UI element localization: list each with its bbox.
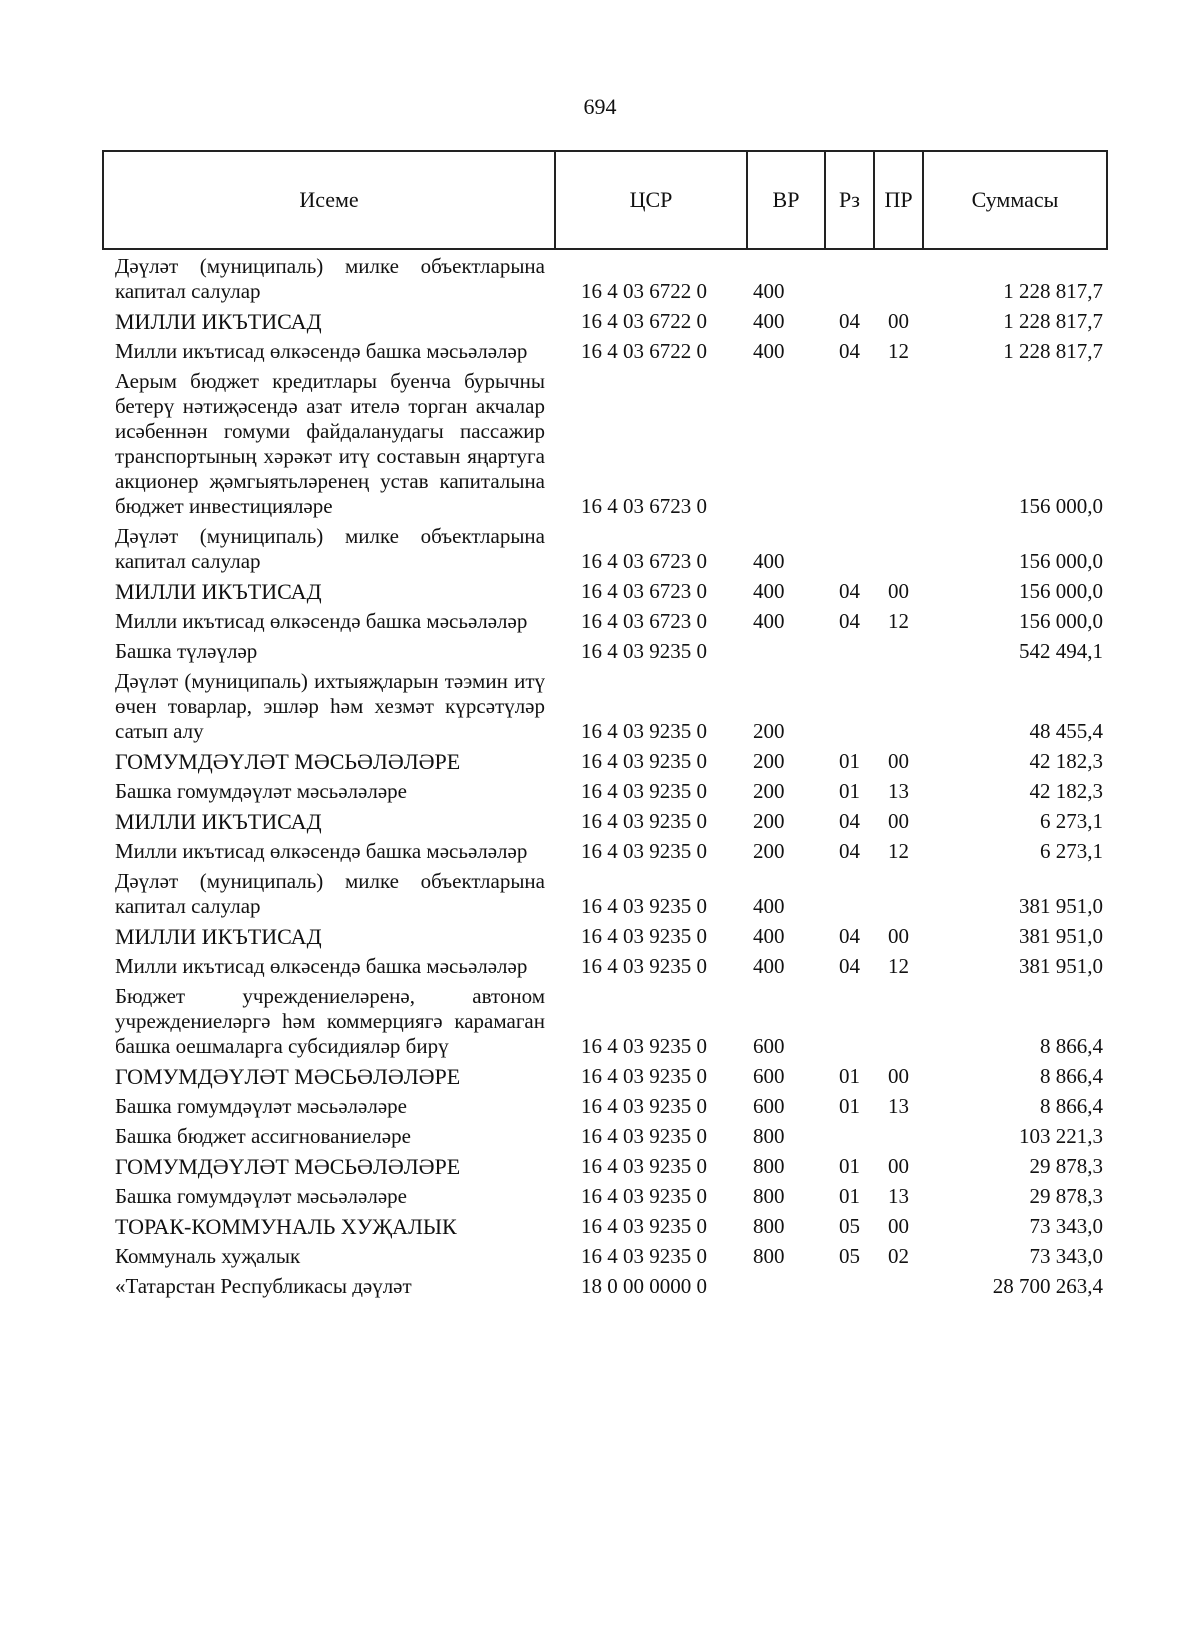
cell-vr: 400 — [753, 954, 785, 978]
table-row — [103, 1212, 1107, 1242]
cell-pr: 12 — [888, 954, 909, 978]
budget-table — [102, 150, 1108, 1302]
cell-rz: 01 — [839, 1154, 860, 1178]
cell-vr — [747, 637, 825, 667]
cell-pr — [874, 667, 923, 747]
cell-sum: 156 000,0 — [1019, 494, 1103, 518]
cell-rz — [825, 367, 874, 522]
cell-pr — [874, 249, 923, 307]
cell-pr — [874, 1272, 923, 1302]
cell-name: Милли икътисад өлкәсендә башка мәсьәләләр — [115, 954, 528, 978]
cell-sum: 8 866,4 — [1040, 1094, 1103, 1118]
cell-rz: 01 — [839, 1064, 860, 1088]
table-row — [103, 607, 1107, 637]
cell-csr: 16 4 03 6722 0 — [581, 309, 707, 333]
cell-name: Дәүләт (муниципаль) милке объектларына капитал салулар — [115, 869, 545, 918]
cell-vr: 600 — [753, 1064, 785, 1088]
table-row — [103, 577, 1107, 607]
cell-sum: 6 273,1 — [1040, 809, 1103, 833]
cell-name: Башка бюджет ассигнованиеләре — [115, 1124, 411, 1148]
cell-vr: 400 — [753, 309, 785, 333]
table-row — [103, 307, 1107, 337]
cell-sum: 156 000,0 — [1019, 579, 1103, 603]
cell-pr: 13 — [888, 1184, 909, 1208]
cell-pr: 00 — [888, 579, 909, 603]
cell-pr — [874, 637, 923, 667]
cell-vr: 400 — [753, 339, 785, 363]
cell-rz: 05 — [839, 1244, 860, 1268]
table-row — [103, 367, 1107, 522]
table-row — [103, 747, 1107, 777]
cell-sum: 103 221,3 — [1019, 1124, 1103, 1148]
cell-vr: 800 — [753, 1124, 785, 1148]
cell-name: Коммуналь хуҗалык — [115, 1244, 301, 1268]
cell-pr: 12 — [888, 609, 909, 633]
cell-vr: 400 — [753, 894, 785, 918]
cell-pr — [874, 367, 923, 522]
cell-rz: 04 — [839, 839, 860, 863]
table-row — [103, 1272, 1107, 1302]
cell-rz: 04 — [839, 309, 860, 333]
table-row — [103, 777, 1107, 807]
cell-sum: 48 455,4 — [1029, 719, 1103, 743]
cell-rz — [825, 522, 874, 577]
cell-name: МИЛЛИ ИКЪТИСАД — [115, 579, 322, 604]
cell-sum: 156 000,0 — [1019, 609, 1103, 633]
table-row — [103, 637, 1107, 667]
cell-pr — [874, 1122, 923, 1152]
cell-vr: 800 — [753, 1154, 785, 1178]
cell-pr: 02 — [888, 1244, 909, 1268]
cell-csr: 16 4 03 9235 0 — [581, 749, 707, 773]
cell-sum: 28 700 263,4 — [992, 1274, 1103, 1298]
cell-rz: 05 — [839, 1214, 860, 1238]
cell-pr: 00 — [888, 1214, 909, 1238]
cell-rz — [825, 982, 874, 1062]
cell-name: Дәүләт (муниципаль) милке объектларына капитал салулар — [115, 254, 545, 303]
cell-vr: 400 — [753, 579, 785, 603]
cell-csr: 16 4 03 6722 0 — [581, 279, 707, 303]
cell-pr: 00 — [888, 1154, 909, 1178]
table-row — [103, 922, 1107, 952]
cell-vr: 600 — [753, 1034, 785, 1058]
table-row — [103, 1182, 1107, 1212]
table-header — [103, 151, 1107, 249]
cell-name: МИЛЛИ ИКЪТИСАД — [115, 924, 322, 949]
cell-vr: 200 — [753, 779, 785, 803]
cell-rz: 01 — [839, 1094, 860, 1118]
column-header-rz: Рз — [825, 151, 874, 249]
cell-name: ГОМУМДӘҮЛӘТ МӘСЬӘЛӘЛӘРЕ — [115, 1154, 461, 1179]
cell-name: Башка түләүләр — [115, 639, 258, 663]
cell-name: Дәүләт (муниципаль) милке объектларына капитал салулар — [115, 524, 545, 573]
table-row — [103, 867, 1107, 922]
cell-name: Башка гомумдәүләт мәсьәләләре — [115, 1094, 407, 1118]
cell-name: ТОРАК-КОММУНАЛЬ ХУҖАЛЫК — [115, 1214, 457, 1239]
table-row — [103, 982, 1107, 1062]
cell-rz — [825, 637, 874, 667]
cell-vr: 200 — [753, 809, 785, 833]
cell-rz: 01 — [839, 1184, 860, 1208]
cell-pr: 00 — [888, 1064, 909, 1088]
table-row — [103, 807, 1107, 837]
cell-vr — [747, 1272, 825, 1302]
cell-name: Бюджет учреждениеләренә, автоном учреждениеләргә һәм коммерциягә карамаган башка оешмаларга субсидияләр бирү — [115, 984, 545, 1058]
cell-sum: 73 343,0 — [1029, 1214, 1103, 1238]
cell-csr: 16 4 03 6723 0 — [581, 494, 707, 518]
cell-csr: 16 4 03 9235 0 — [581, 639, 707, 663]
cell-name: Дәүләт (муниципаль) ихтыяҗларын тәэмин итү өчен товарлар, эшләр һәм хезмәт күрсәтүләр сатып алу — [115, 669, 545, 743]
table-row — [103, 1062, 1107, 1092]
cell-sum: 8 866,4 — [1040, 1034, 1103, 1058]
table-row — [103, 522, 1107, 577]
cell-name: Милли икътисад өлкәсендә башка мәсьәләләр — [115, 609, 528, 633]
cell-csr: 16 4 03 9235 0 — [581, 954, 707, 978]
cell-csr: 16 4 03 9235 0 — [581, 839, 707, 863]
table-row — [103, 1122, 1107, 1152]
cell-vr: 600 — [753, 1094, 785, 1118]
cell-sum: 29 878,3 — [1029, 1154, 1103, 1178]
cell-name: Башка гомумдәүләт мәсьәләләре — [115, 1184, 407, 1208]
cell-vr: 800 — [753, 1184, 785, 1208]
cell-csr: 16 4 03 9235 0 — [581, 1244, 707, 1268]
cell-name: ГОМУМДӘҮЛӘТ МӘСЬӘЛӘЛӘРЕ — [115, 1064, 461, 1089]
cell-csr: 16 4 03 9235 0 — [581, 894, 707, 918]
cell-rz — [825, 867, 874, 922]
cell-sum: 542 494,1 — [1019, 639, 1103, 663]
cell-vr: 400 — [753, 924, 785, 948]
cell-csr: 16 4 03 9235 0 — [581, 1124, 707, 1148]
cell-pr: 12 — [888, 339, 909, 363]
cell-sum: 73 343,0 — [1029, 1244, 1103, 1268]
table-row — [103, 837, 1107, 867]
cell-pr: 00 — [888, 309, 909, 333]
table-row — [103, 1242, 1107, 1272]
table-row — [103, 952, 1107, 982]
cell-rz — [825, 249, 874, 307]
cell-rz: 04 — [839, 609, 860, 633]
cell-rz: 01 — [839, 749, 860, 773]
page-number: 694 — [583, 94, 617, 119]
cell-vr: 400 — [753, 549, 785, 573]
cell-sum: 156 000,0 — [1019, 549, 1103, 573]
cell-pr — [874, 982, 923, 1062]
cell-sum: 1 228 817,7 — [1003, 279, 1103, 303]
cell-sum: 381 951,0 — [1019, 924, 1103, 948]
cell-rz: 01 — [839, 779, 860, 803]
cell-csr: 16 4 03 9235 0 — [581, 1064, 707, 1088]
cell-rz: 04 — [839, 339, 860, 363]
cell-sum: 42 182,3 — [1029, 749, 1103, 773]
table-row — [103, 1152, 1107, 1182]
cell-sum: 381 951,0 — [1019, 954, 1103, 978]
cell-sum: 29 878,3 — [1029, 1184, 1103, 1208]
cell-csr: 16 4 03 6722 0 — [581, 339, 707, 363]
cell-csr: 16 4 03 6723 0 — [581, 609, 707, 633]
cell-csr: 16 4 03 6723 0 — [581, 579, 707, 603]
cell-sum: 8 866,4 — [1040, 1064, 1103, 1088]
cell-rz: 04 — [839, 579, 860, 603]
cell-rz: 04 — [839, 809, 860, 833]
cell-vr: 400 — [753, 279, 785, 303]
cell-name: Милли икътисад өлкәсендә башка мәсьәләләр — [115, 839, 528, 863]
table-row — [103, 667, 1107, 747]
table-row — [103, 337, 1107, 367]
cell-sum: 381 951,0 — [1019, 894, 1103, 918]
cell-csr: 16 4 03 9235 0 — [581, 1214, 707, 1238]
cell-pr: 00 — [888, 749, 909, 773]
cell-rz — [825, 667, 874, 747]
cell-csr: 16 4 03 9235 0 — [581, 719, 707, 743]
cell-sum: 1 228 817,7 — [1003, 309, 1103, 333]
cell-vr: 200 — [753, 719, 785, 743]
cell-name: Аерым бюджет кредитлары буенча бурычны бетерү нәтиҗәсендә азат ителә торган акчалар исәбеннән гомуми файдаланудагы пассажир транспортының хәрәкәт итү составын яңартуга акционер җәмгыятьләренең устав капиталына бюджет инвестицияләре — [115, 369, 545, 518]
cell-vr: 800 — [753, 1244, 785, 1268]
cell-sum: 6 273,1 — [1040, 839, 1103, 863]
table-row — [103, 249, 1107, 307]
cell-sum: 1 228 817,7 — [1003, 339, 1103, 363]
cell-csr: 16 4 03 9235 0 — [581, 779, 707, 803]
cell-sum: 42 182,3 — [1029, 779, 1103, 803]
cell-rz: 04 — [839, 924, 860, 948]
cell-csr: 18 0 00 0000 0 — [581, 1274, 707, 1298]
cell-pr: 00 — [888, 809, 909, 833]
cell-name: МИЛЛИ ИКЪТИСАД — [115, 809, 322, 834]
column-header-csr: ЦСР — [555, 151, 747, 249]
table-row — [103, 1092, 1107, 1122]
cell-vr — [747, 367, 825, 522]
cell-pr: 00 — [888, 924, 909, 948]
cell-csr: 16 4 03 9235 0 — [581, 1184, 707, 1208]
cell-csr: 16 4 03 6723 0 — [581, 549, 707, 573]
cell-vr: 800 — [753, 1214, 785, 1238]
cell-name: Башка гомумдәүләт мәсьәләләре — [115, 779, 407, 803]
column-header-sum: Суммасы — [923, 151, 1107, 249]
cell-vr: 200 — [753, 749, 785, 773]
cell-rz — [825, 1272, 874, 1302]
cell-csr: 16 4 03 9235 0 — [581, 1154, 707, 1178]
column-header-name: Исеме — [103, 151, 555, 249]
cell-vr: 200 — [753, 839, 785, 863]
cell-pr — [874, 522, 923, 577]
cell-pr: 12 — [888, 839, 909, 863]
cell-name: Милли икътисад өлкәсендә башка мәсьәләләр — [115, 339, 528, 363]
cell-name: «Татарстан Республикасы дәүләт — [115, 1274, 412, 1298]
table-body — [103, 249, 1107, 1302]
cell-name: ГОМУМДӘҮЛӘТ МӘСЬӘЛӘЛӘРЕ — [115, 749, 461, 774]
cell-rz — [825, 1122, 874, 1152]
column-header-vr: ВР — [747, 151, 825, 249]
cell-pr: 13 — [888, 779, 909, 803]
cell-pr: 13 — [888, 1094, 909, 1118]
cell-csr: 16 4 03 9235 0 — [581, 809, 707, 833]
cell-pr — [874, 867, 923, 922]
cell-csr: 16 4 03 9235 0 — [581, 1034, 707, 1058]
cell-name: МИЛЛИ ИКЪТИСАД — [115, 309, 322, 334]
cell-vr: 400 — [753, 609, 785, 633]
cell-csr: 16 4 03 9235 0 — [581, 1094, 707, 1118]
cell-csr: 16 4 03 9235 0 — [581, 924, 707, 948]
column-header-pr: ПР — [874, 151, 923, 249]
cell-rz: 04 — [839, 954, 860, 978]
